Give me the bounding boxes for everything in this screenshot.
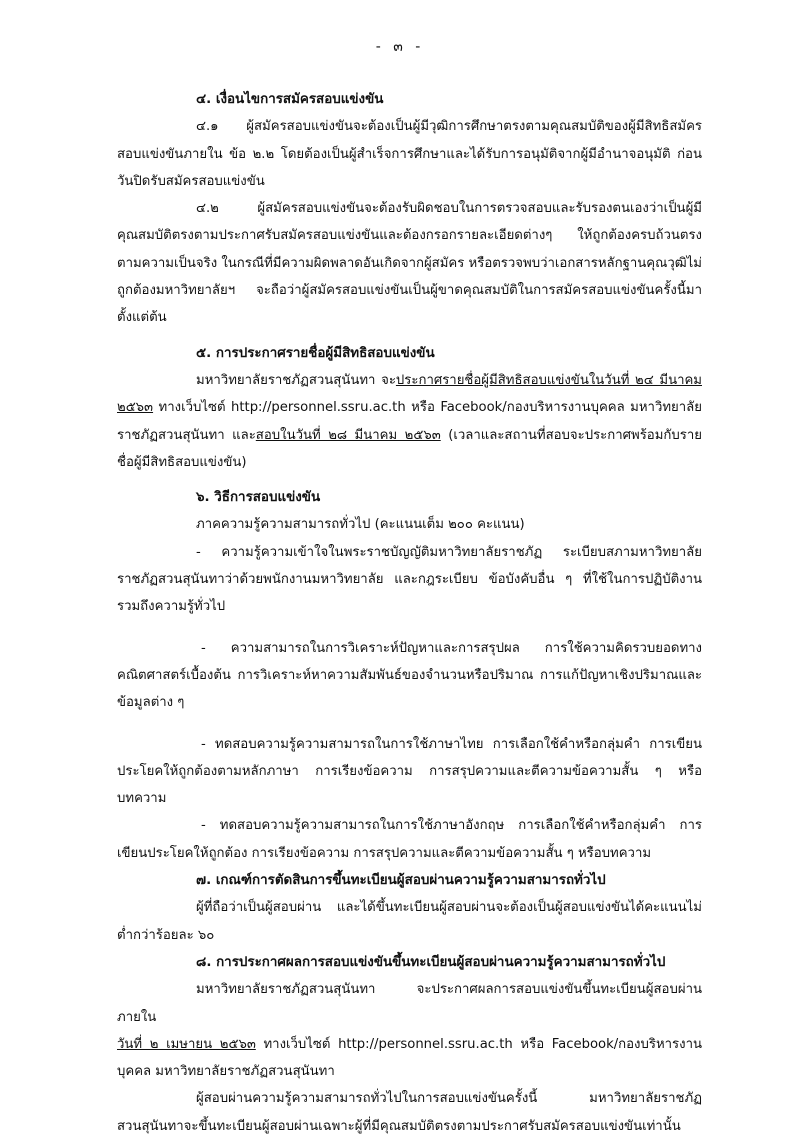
- section-8-paragraph-2: ผู้สอบผ่านความรู้ความสามารถทั่วไปในการสอบแข่งขันครั้งนี้ มหาวิทยาลัยราชภัฏสวนสุนันทาจะขึ้นทะเบียนผู้สอบผ่านเฉพาะผู้ที่มีคุณสมบัติตรงตามประกาศรับสมัครสอบแข่งขันเท่านั้น: [117, 1091, 702, 1134]
- results-date-underlined: วันที่ ๒ เมษายน ๒๕๖๓: [117, 1036, 256, 1052]
- section-6-bullet-1: - ความรู้ความเข้าใจในพระราชบัญญัติมหาวิทยาลัยราชภัฏ ระเบียบสภามหาวิทยาลัยราชภัฏสวนสุนันทาว่าด้วยพนักงานมหาวิทยาลัย และกฎระเบียบ ข้อบังคับอื่น ๆ ที่ใช้ในการปฏิบัติงาน รวมถึงความรู้ทั่วไป: [117, 544, 702, 615]
- section-8-text-1: มหาวิทยาลัยราชภัฏสวนสุนันทา จะประกาศผลการสอบแข่งขันขึ้นทะเบียนผู้สอบผ่าน ภายใน: [117, 982, 702, 1025]
- section-4-2-paragraph: ๔.๒ ผู้สมัครสอบแข่งขันจะต้องรับผิดชอบในการตรวจสอบและรับรองตนเองว่าเป็นผู้มีคุณสมบัติตรงตามประกาศรับสมัครสอบแข่งขันและต้องกรอกรายละเอียดต่างๆ ให้ถูกต้องครบถ้วนตรงตามความเป็นจริง ในกรณีที่มีความผิดพลาดอันเกิดจากผู้สมัคร หรือตรวจพบว่าเอกสารหลักฐานคุณวุฒิไม่ถูกต้องมหาวิทยาลัยฯ จะถือว่าผู้สมัครสอบแข่งขันเป็นผู้ขาดคุณสมบัติในการสมัครสอบแข่งขันครั้งนี้มาตั้งแต่ต้น: [117, 201, 702, 326]
- section-5-heading: ๕. การประกาศรายชื่อผู้มีสิทธิสอบแข่งขัน: [196, 345, 435, 361]
- section-5-text-2: ทางเว็บไซต์ http://personnel.ssru.ac.th หรือ Facebook/กองบริหารงานบุคคล มหาวิทยาลัยราชภัฏสวนสุนันทา และ: [117, 400, 702, 443]
- section-7-heading: ๗. เกณฑ์การตัดสินการขึ้นทะเบียนผู้สอบผ่านความรู้ความสามารถทั่วไป: [196, 873, 606, 889]
- section-4-heading: ๔. เงื่อนไขการสมัครสอบแข่งขัน: [196, 92, 384, 107]
- section-4-1-paragraph: ๔.๑ ผู้สมัครสอบแข่งขันจะต้องเป็นผู้มีวุฒิการศึกษาตรงตามคุณสมบัติของผู้มีสิทธิสมัครสอบแข่งขันภายใน ข้อ ๒.๒ โดยต้องเป็นผู้สำเร็จการศึกษาและได้รับการอนุมัติจากผู้มีอำนาจอนุมัติ ก่อนวันปิดรับสมัครสอบแข่งขัน: [117, 119, 702, 189]
- announcement-date-underlined: ประกาศรายชื่อผู้มีสิทธิสอบแข่งขันในวันที่ ๒๔ มีนาคม ๒๕๖๓: [117, 372, 702, 416]
- section-6-bullet-3: - ทดสอบความรู้ความสามารถในการใช้ภาษาไทย การเลือกใช้คำหรือกลุ่มคำ การเขียนประโยคให้ถูกต้องตามหลักภาษา การเรียงข้อความ การสรุปความและตีความข้อความสั้น ๆ หรือบทความ: [117, 736, 702, 807]
- section-6-intro: ภาคความรู้ความสามารถทั่วไป (คะแนนเต็ม ๒๐๐ คะแนน): [196, 517, 525, 533]
- section-5-text-3: (เวลาและสถานที่สอบจะประกาศพร้อมกับรายชื่อผู้มีสิทธิสอบแข่งขัน): [117, 427, 702, 470]
- section-6-heading: ๖. วิธีการสอบแข่งขัน: [196, 490, 321, 506]
- exam-date-underlined: สอบในวันที่ ๒๘ มีนาคม ๒๕๖๓: [255, 427, 441, 443]
- section-6-bullet-4: - ทดสอบความรู้ความสามารถในการใช้ภาษาอังกฤษ การเลือกใช้คำหรือกลุ่มคำ การเขียนประโยคให้ถูกต้อง การเรียงข้อความ การสรุปความและตีความข้อความสั้น ๆ หรือบทความ: [117, 818, 702, 861]
- section-8-paragraph-1: [117, 976, 702, 1085]
- page-number: - ๓ -: [375, 39, 425, 55]
- section-7-paragraph: ผู้ที่ถือว่าเป็นผู้สอบผ่าน และได้ขึ้นทะเบียนผู้สอบผ่านจะต้องเป็นผู้สอบแข่งขันได้คะแนนไม่ต่ำกว่าร้อยละ ๖๐: [117, 900, 702, 943]
- section-5-text-1: มหาวิทยาลัยราชภัฏสวนสุนันทา จะ: [196, 372, 396, 388]
- section-5-paragraph: [117, 367, 702, 476]
- section-8-heading: ๘. การประกาศผลการสอบแข่งขันขึ้นทะเบียนผู้สอบผ่านความรู้ความสามารถทั่วไป: [196, 954, 666, 970]
- section-6-bullet-2: - ความสามารถในการวิเคราะห์ปัญหาและการสรุปผล การใช้ความคิดรวบยอดทางคณิตศาสตร์เบื้องต้น การวิเคราะห์หาความสัมพันธ์ของจำนวนหรือปริมาณ การแก้ปัญหาเชิงปริมาณและข้อมูลต่าง ๆ: [117, 640, 702, 711]
- document-body: [117, 86, 702, 1140]
- section-8-text-2: ทางเว็บไซต์ http://personnel.ssru.ac.th หรือ Facebook/กองบริหารงานบุคคล มหาวิทยาลัยราชภัฏสวนสุนันทา: [117, 1036, 702, 1080]
